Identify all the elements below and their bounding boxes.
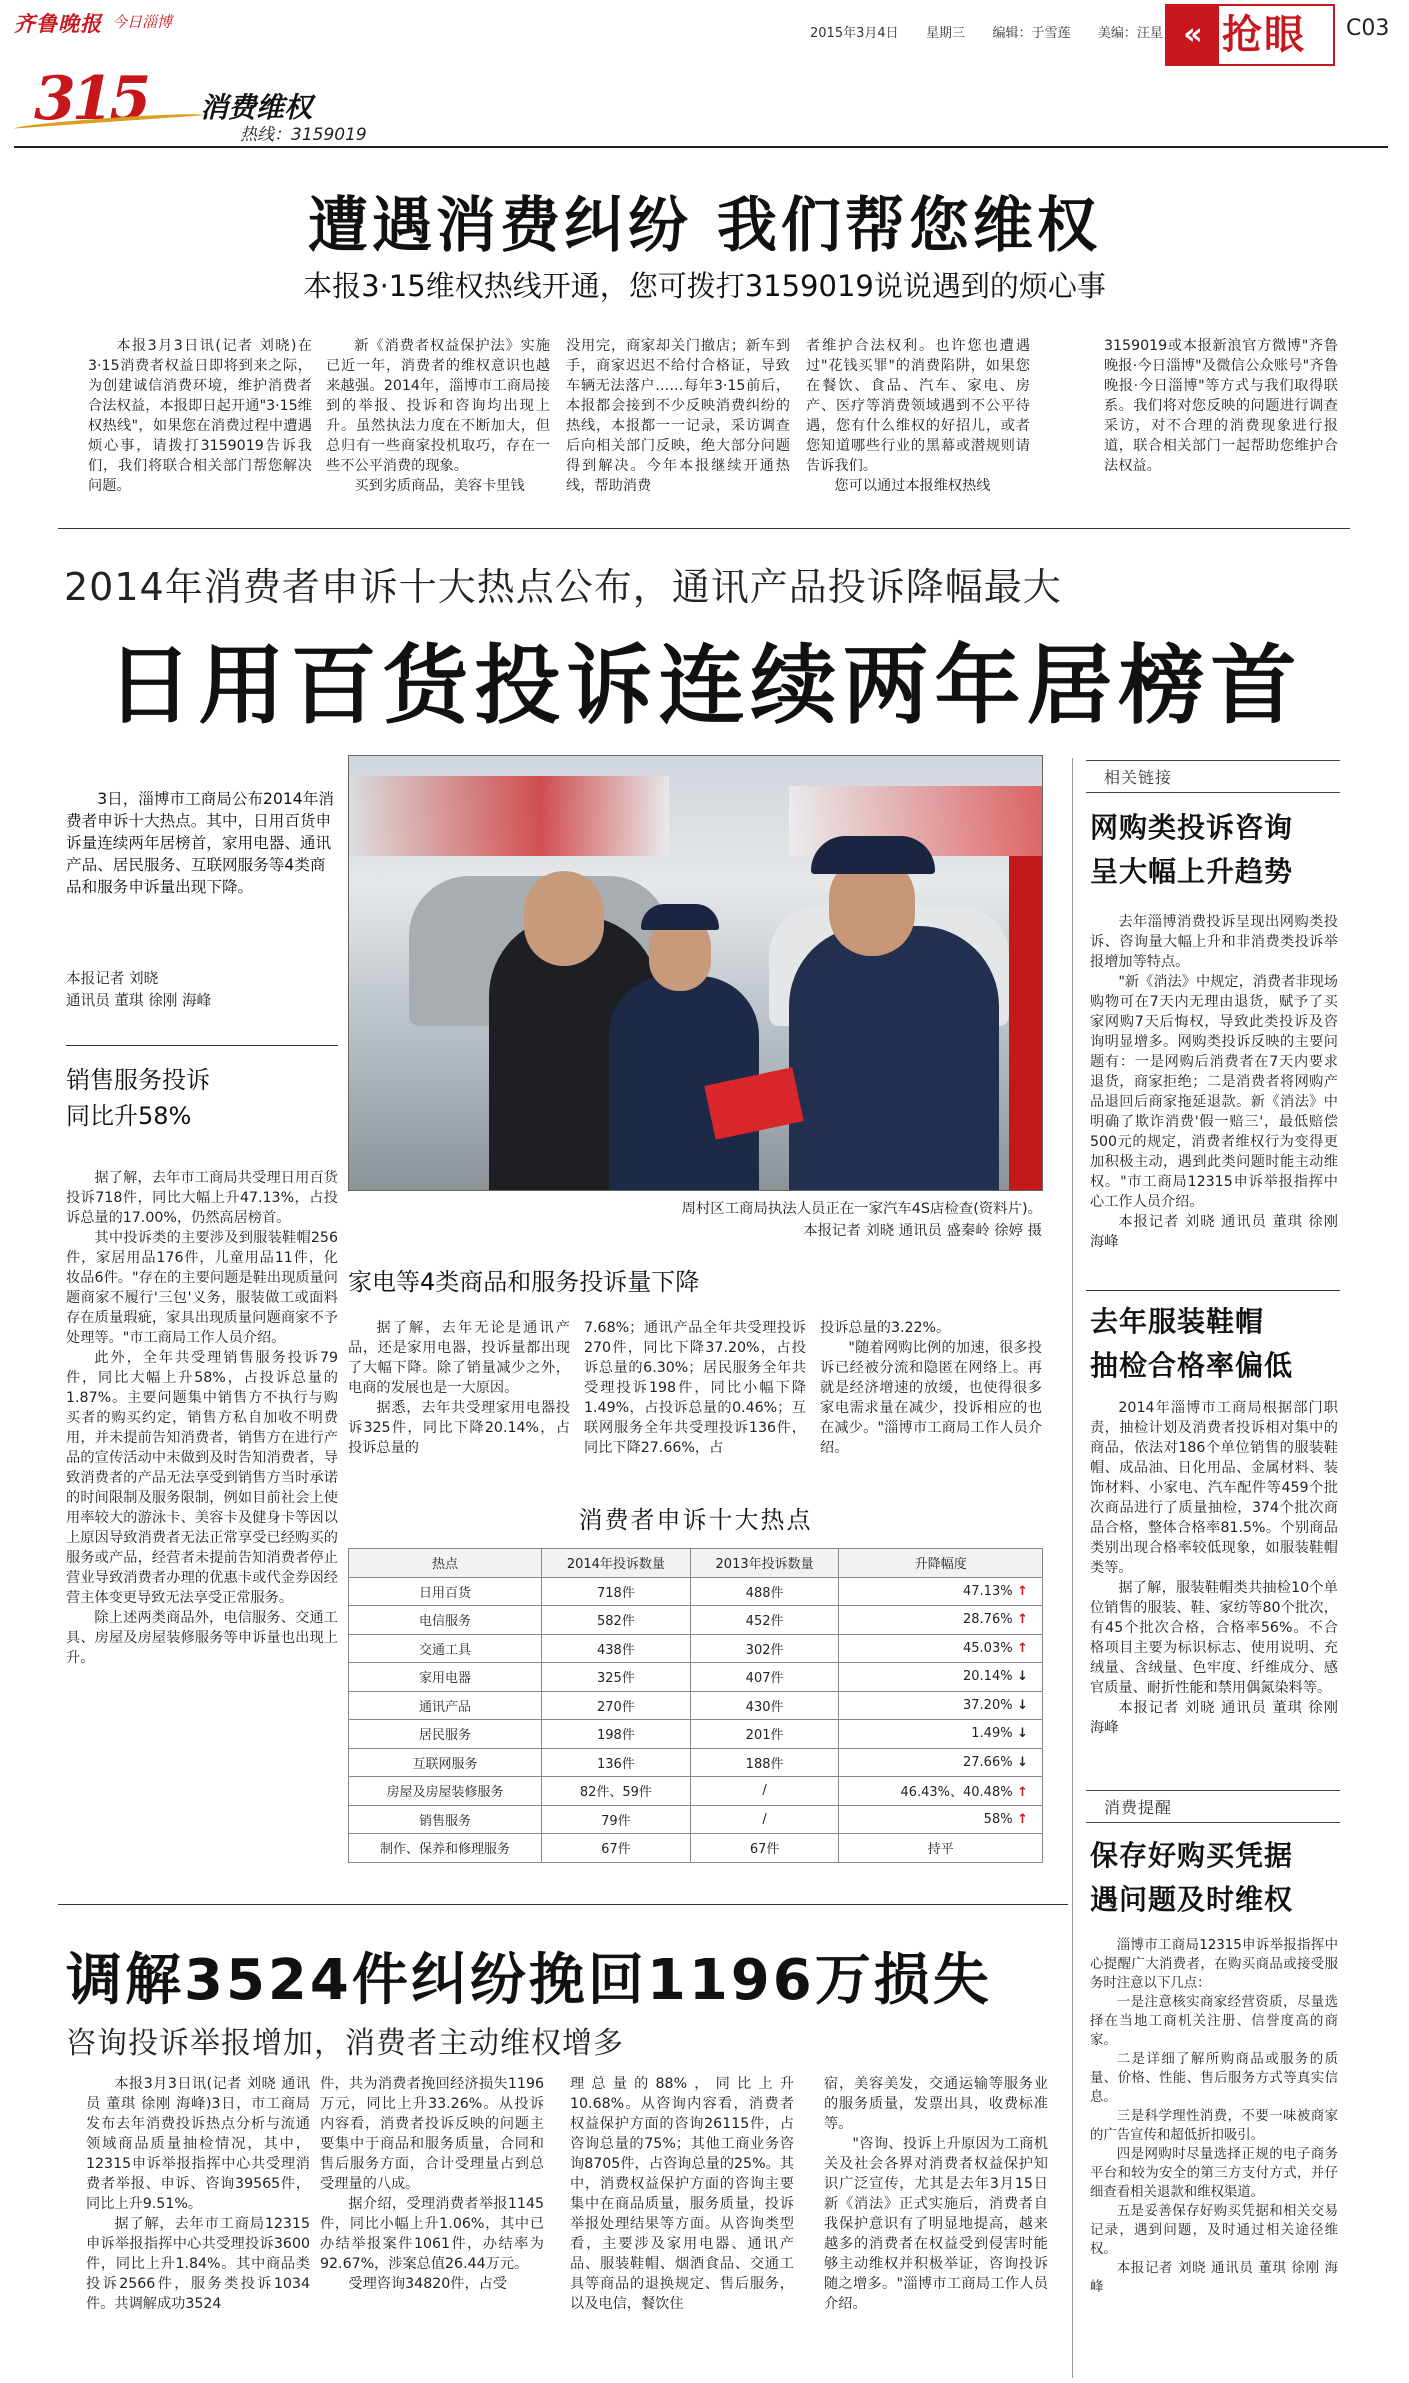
sidebar-label-related: 相关链接 [1104, 768, 1173, 787]
section2-column-2 [584, 1318, 806, 1458]
arrow-down-icon: ↓ [1012, 1726, 1028, 1742]
section2-column-3 [820, 1318, 1042, 1458]
photo-officer-male [789, 926, 999, 1191]
paragraph: 据悉，去年共受理家用电器投诉325件，同比下降20.14%，占投诉总量的 [348, 1400, 570, 1456]
table-header-row [349, 1549, 1043, 1578]
photo-caption [630, 1198, 1042, 1242]
paragraph: 买到劣质商品，美容卡里钱 [354, 478, 525, 494]
paragraph: 据介绍，受理消费者举报1145件，同比小幅上升1.06%，其中已办结举报案件1061件，办结率为92.67%，涉案总值26.44万元。 [320, 2196, 544, 2272]
story1-column-5 [1104, 336, 1338, 476]
paragraph: 本报3月3日讯(记者 刘晓 通讯员 董琪 徐刚 海峰)3日，市工商局发布去年消费投诉热点分析与流通领域商品质量抽检情况，其中，12315申诉举报指挥中心共受理消费者举报、申诉、咨询39565件，同比上升9.51%。 [86, 2076, 310, 2212]
byline-correspondents: 通讯员 董琪 徐刚 海峰 [66, 992, 212, 1009]
change-value: 45.03% [963, 1640, 1013, 1656]
sidebar-item3-body [1090, 1936, 1338, 2297]
paragraph: 据了解，服装鞋帽类共抽检10个单位销售的服装、鞋、家纺等80个批次，有45个批次合格，合格率56%。不合格项目主要为标识标志、使用说明、充绒量、含绒量、色牢度、纤维成分、感官质量、耐折性能和禁用偶氮染料等。 [1090, 1580, 1338, 1696]
table-cell: 制作、保养和修理服务 [349, 1834, 542, 1863]
paragraph: 据了解，去年无论是通讯产品，还是家用电器，投诉量都出现了大幅下降。除了销量减少之外，电商的发展也是一大原因。 [348, 1320, 570, 1396]
section1-title-line1: 销售服务投诉 [66, 1066, 210, 1094]
paragraph: 没用完，商家却关门撤店；新车到手，商家迟迟不给付合格证，导致车辆无法落户……每年3·15前后，本报都会接到不少反映消费纠纷的热线，本报都一一记录，采访调查后向相关部门反映，绝大部分问题得到解决。今年本报继续开通热线，帮助消费 [566, 338, 790, 494]
photo-person-head [524, 871, 604, 966]
story3-column-3 [570, 2074, 794, 2314]
table-cell: 198件 [542, 1720, 691, 1749]
paragraph: 其中投诉类的主要涉及到服装鞋帽256件，家居用品176件，儿童用品11件，化妆品6件。"存在的主要问题是鞋出现质量问题商家不履行'三包'义务，服装做工或面料存在质量瑕疵，家具出现质量问题商家不予处理等。"市工商局工作人员介绍。 [66, 1230, 338, 1346]
story1-column-3 [566, 336, 790, 496]
story3-column-2 [320, 2074, 544, 2294]
sidebar-title-line: 呈大幅上升趋势 [1090, 855, 1294, 888]
story1-column-1 [88, 336, 312, 496]
table-cell: 718件 [542, 1577, 691, 1606]
section2-title: 家电等4类商品和服务投诉量下降 [348, 1268, 700, 1296]
section-kicker: 抢眼 [1222, 12, 1306, 58]
paragraph: "咨询、投诉上升原因为工商机关及社会各界对消费者权益保护知识广泛宣传，尤其是去年3月15日新《消法》正式实施后，消费者自我保护意识有了明显地提高，越来越多的消费者在权益受到侵害时能够主动维权并积极举证，咨询投诉随之增多。"淄博市工商局工作人员介绍。 [824, 2136, 1048, 2312]
story2-lead [66, 788, 338, 898]
paragraph: 2014年淄博市工商局根据部门职责，抽检计划及消费者投诉相对集中的商品，依法对186个单位销售的服装鞋帽、成品油、日化用品、金属材料、装饰材料、小家电、汽车配件等459个批次商品进行了质量抽检，374个批次商品合格，整体合格率81.5%。个别商品类别出现合格率较低现象，如服装鞋帽类等。 [1090, 1400, 1338, 1576]
table-row [349, 1577, 1043, 1606]
table-cell: 407件 [690, 1663, 839, 1692]
table-row [349, 1805, 1043, 1834]
column-header: 2014年投诉数量 [542, 1549, 691, 1578]
column-header: 升降幅度 [839, 1549, 1043, 1578]
paragraph: 据了解，去年市工商局12315申诉举报指挥中心共受理投诉3600件，同比上升1.84%。其中商品类投诉2566件，服务类投诉1034件。共调解成功3524 [86, 2216, 310, 2312]
change-value: 28.76% [963, 1612, 1013, 1628]
paragraph: 投诉总量的3.22%。 [820, 1320, 951, 1336]
table-cell: 430件 [690, 1691, 839, 1720]
paragraph: 据了解，去年市工商局共受理日用百货投诉718件，同比大幅上升47.13%，占投诉总量的17.00%，仍然高居榜首。 [66, 1170, 338, 1226]
change-value: 46.43%、40.48% [900, 1785, 1013, 1801]
paragraph: 7.68%；通讯产品全年共受理投诉270件，同比下降37.20%，占投诉总量的6.30%；居民服务全年共受理投诉198件，同比小幅下降1.49%，占投诉总量的0.46%；互联网服务全年共受理投诉136件，同比下降27.66%，占 [584, 1320, 806, 1456]
news-photo [348, 755, 1043, 1191]
story1-subhead: 本报3·15维权热线开通，您可拨打3159019说说遇到的烦心事 [303, 269, 1106, 303]
sidebar-title-line: 网购类投诉咨询 [1090, 811, 1294, 844]
arrow-down-icon: ↓ [1012, 1669, 1028, 1685]
story1-column-2 [326, 336, 550, 496]
paragraph: 二是详细了解所购商品或服务的质量、价格、性能、售后服务方式等真实信息。 [1090, 2052, 1338, 2105]
byline-reporter: 本报记者 刘晓 [66, 970, 159, 987]
sidebar-label-box [1086, 1790, 1340, 1823]
table-cell: 325件 [542, 1663, 691, 1692]
photo-red-pillar [1009, 856, 1043, 1191]
story1-headline: 遭遇消费纠纷 我们帮您维权 [308, 191, 1101, 261]
arrow-up-icon: ↑ [1012, 1612, 1028, 1628]
table-cell: 67件 [542, 1834, 691, 1863]
table-cell: 家用电器 [349, 1663, 542, 1692]
sidebar-item1-title [1090, 806, 1340, 894]
byline: 本报记者 刘晓 通讯员 董琪 徐刚 海峰 [1090, 2261, 1338, 2295]
table-row [349, 1748, 1043, 1777]
table-cell: 销售服务 [349, 1805, 542, 1834]
sidebar-title-line: 抽检合格率偏低 [1090, 1349, 1294, 1382]
byline: 本报记者 刘晓 通讯员 董琪 徐刚 海峰 [1090, 1700, 1338, 1736]
photo-banner-left [349, 776, 669, 856]
table-cell: 582件 [542, 1606, 691, 1635]
table-cell [839, 1720, 1043, 1749]
table-cell [839, 1606, 1043, 1635]
paragraph: 此外，全年共受理销售服务投诉79件，同比大幅上升58%，占投诉总量的1.87%。主要问题集中销售方不执行与购买者的购买约定，销售方私自加收不明费用，并未提前告知消费者，销售方在进行产品的宣传活动中未做到及时告知消费者，导致消费者的产品无法享受到销售方当时承诺的时间限制及服务限制，例如目前社会上使用率较大的游泳卡、美容卡及健身卡等因以上原因导致消费者无法正常享受已经购买的服务或产品，经营者未提前告知消费者停止营业导致消费者办理的优惠卡或代金券因经营主体变更导致无法享受正常服务。 [66, 1350, 338, 1606]
column-divider [66, 1045, 338, 1046]
double-chevron-icon: « [1167, 6, 1219, 64]
story3-headline: 调解3524件纠纷挽回1196万损失 [66, 1948, 992, 2013]
paragraph: 五是妥善保存好购买凭据和相关交易记录，遇到问题，及时通过相关途径维权。 [1090, 2204, 1338, 2257]
table-cell: 452件 [690, 1606, 839, 1635]
table-cell: / [690, 1777, 839, 1806]
table-cell: 302件 [690, 1634, 839, 1663]
story3-column-4 [824, 2074, 1048, 2314]
table-cell: 居民服务 [349, 1720, 542, 1749]
table-row [349, 1834, 1043, 1863]
column-title: 消费维权 [200, 91, 313, 124]
table-cell: 188件 [690, 1748, 839, 1777]
table-cell: 房屋及房屋装修服务 [349, 1777, 542, 1806]
paragraph: 三是科学理性消费，不要一味被商家的广告宣传和超低折扣吸引。 [1090, 2109, 1338, 2143]
paragraph: 除上述两类商品外，电信服务、交通工具、房屋及房屋装修服务等申诉量也出现上升。 [66, 1610, 338, 1666]
table-cell [839, 1577, 1043, 1606]
section-divider [58, 1904, 1068, 1905]
complaints-table [348, 1548, 1043, 1863]
table-cell: / [690, 1805, 839, 1834]
sidebar-item-divider [1086, 1290, 1340, 1291]
arrow-up-icon: ↑ [1012, 1583, 1028, 1599]
arrow-up-icon: ↑ [1012, 1811, 1028, 1827]
arrow-up-icon: ↑ [1012, 1785, 1028, 1801]
story1-column-4 [806, 336, 1030, 496]
table-title: 消费者申诉十大热点 [578, 1506, 813, 1534]
column-header: 2013年投诉数量 [690, 1549, 839, 1578]
section1-body [66, 1168, 338, 1668]
table-cell [839, 1748, 1043, 1777]
logo-315: 315 [34, 64, 148, 134]
story2-byline [66, 968, 338, 1012]
hotline-number: 热线：3159019 [240, 125, 367, 145]
paragraph: 受理咨询34820件，占受 [348, 2276, 508, 2292]
page-number: C03 [1346, 16, 1390, 41]
table-cell: 交通工具 [349, 1634, 542, 1663]
table-row [349, 1720, 1043, 1749]
byline: 本报记者 刘晓 通讯员 董琪 徐刚 海峰 [1090, 1214, 1338, 1250]
issue-weekday: 星期三 [926, 26, 966, 41]
sidebar-item1-body [1090, 912, 1338, 1252]
paragraph: 本报3月3日讯(记者 刘晓)在3·15消费者权益日即将到来之际，为创建诚信消费环境，维护消费者合法权益，本报即日起开通"3·15维权热线"，如果您在消费过程中遭遇烦心事，请拨打3159019告诉我们，我们将联合相关部门帮您解决问题。 [88, 338, 312, 494]
change-value: 27.66% [963, 1754, 1013, 1770]
sidebar-divider [1072, 758, 1073, 2378]
paper-name: 齐鲁晚报 [14, 11, 102, 36]
paragraph: 理总量的88%，同比上升10.68%。从咨询内容看，消费者权益保护方面的咨询26115件，占咨询总量的75%；其他工商业务咨询8705件，占咨询总量的25%。其中，消费权益保护方面的咨询主要集中在商品质量，服务质量，投诉举报处理结果等方面。从咨询类型看，主要涉及家用电器、通讯产品、服装鞋帽、烟酒食品、交通工具等商品的退换规定、售后服务，以及电信，餐饮住 [570, 2076, 794, 2312]
section1-title [66, 1062, 338, 1134]
sidebar-label-reminder: 消费提醒 [1104, 1798, 1173, 1817]
lead-paragraph: 3日，淄博市工商局公布2014年消费者申诉十大热点。其中，日用百货申诉量连续两年居榜首，家用电器、通讯产品、居民服务、互联网服务等4类商品和服务申诉量出现下降。 [66, 790, 334, 896]
story2-subhead: 2014年消费者申诉十大热点公布，通讯产品投诉降幅最大 [64, 565, 1062, 609]
paragraph: 您可以通过本报维权热线 [834, 478, 991, 494]
photo-uniform-cap [811, 836, 935, 874]
section2-column-1 [348, 1318, 570, 1458]
table-cell [839, 1777, 1043, 1806]
sidebar-title-line: 去年服装鞋帽 [1090, 1305, 1265, 1338]
table-cell: 互联网服务 [349, 1748, 542, 1777]
change-value: 持平 [927, 1842, 954, 1858]
paragraph: "随着网购比例的加速，很多投诉已经被分流和隐匿在网络上。再就是经济增速的放缓，也使得很多家电需求量在减少，投诉相应的也在减少。"淄博市工商局工作人员介绍。 [820, 1340, 1042, 1456]
table-cell: 79件 [542, 1805, 691, 1834]
issue-date: 2015年3月4日 [810, 26, 899, 41]
table-cell [839, 1663, 1043, 1692]
paper-edition: 今日淄博 [112, 13, 173, 31]
date-line [810, 22, 1163, 41]
table-cell: 136件 [542, 1748, 691, 1777]
table-cell [839, 1691, 1043, 1720]
table-row [349, 1777, 1043, 1806]
story3-column-1 [86, 2074, 310, 2314]
sidebar-item2-body [1090, 1398, 1338, 1738]
sidebar-item3-title [1090, 1834, 1340, 1922]
story3-subhead: 咨询投诉举报增加，消费者主动维权增多 [66, 2026, 624, 2061]
sidebar-item2-title [1090, 1300, 1340, 1388]
photo-caption-text: 周村区工商局执法人员正在一家汽车4S店检查(资料片)。 [681, 1201, 1042, 1217]
arrow-up-icon: ↑ [1012, 1640, 1028, 1656]
story2-headline: 日用百货投诉连续两年居榜首 [106, 636, 1303, 736]
table-row [349, 1606, 1043, 1635]
table-row [349, 1663, 1043, 1692]
change-value: 37.20% [963, 1697, 1013, 1713]
table-cell: 67件 [690, 1834, 839, 1863]
table-cell: 电信服务 [349, 1606, 542, 1635]
table-cell: 82件、59件 [542, 1777, 691, 1806]
arrow-down-icon: ↓ [1012, 1754, 1028, 1770]
table-cell [839, 1805, 1043, 1834]
paragraph: 淄博市工商局12315申诉举报指挥中心提醒广大消费者，在购买商品或接受服务时注意以下几点： [1090, 1938, 1338, 1991]
table-cell: 201件 [690, 1720, 839, 1749]
column-header: 热点 [349, 1549, 542, 1578]
sidebar-label-box [1086, 760, 1340, 793]
table-cell: 通讯产品 [349, 1691, 542, 1720]
paragraph: 四是网购时尽量选择正规的电子商务平台和较为安全的第三方支付方式，并仔细查看相关退款和维权渠道。 [1090, 2147, 1338, 2200]
paragraph: 去年淄博消费投诉呈现出网购类投诉、咨询量大幅上升和非消费类投诉举报增加等特点。 [1090, 914, 1338, 970]
sidebar-title-line: 保存好购买凭据 [1090, 1839, 1294, 1872]
paragraph: 者维护合法权利。也许您也遭遇过"花钱买罪"的消费陷阱，如果您在餐饮、食品、汽车、家电、房产、医疗等消费领域遇到不公平待遇，您有什么维权的好招儿，或者您知道哪些行业的黑幕或潜规则请告诉我们。 [806, 338, 1030, 474]
editor-credit: 编辑：于雪莲 [992, 26, 1071, 41]
change-value: 47.13% [963, 1583, 1013, 1599]
paragraph: 宿，美容美发，交通运输等服务业的服务质量，发票出具，收费标准等。 [824, 2076, 1048, 2132]
photo-uniform-cap [641, 904, 719, 930]
masthead-divider [14, 146, 1388, 148]
masthead [0, 0, 1409, 150]
paragraph: 3159019或本报新浪官方微博"齐鲁晚报·今日淄博"及微信公众账号"齐鲁晚报·今日淄博"等方式与我们取得联系。我们将对您反映的问题进行调查采访，对不合理的消费现象进行报道，联合相关部门一起帮助您维护合法权益。 [1104, 338, 1338, 474]
table-cell: 438件 [542, 1634, 691, 1663]
table-cell: 日用百货 [349, 1577, 542, 1606]
sidebar-title-line: 遇问题及时维权 [1090, 1883, 1294, 1916]
paragraph: "新《消法》中规定，消费者非现场购物可在7天内无理由退货，赋予了买家网购7天后悔权，导致此类投诉及咨询明显增多。网购类投诉反映的主要问题有：一是网购后消费者在7天内要求退货，商家拒绝；二是消费者将网购产品退回后商家拖延退款。新《消法》中明确了欺诈消费'假一赔三'，最低赔偿500元的规定，消费者维权行为变得更加积极主动，遇到此类问题时能主动维权。"市工商局12315申诉举报指挥中心工作人员介绍。 [1090, 974, 1338, 1210]
change-value: 20.14% [963, 1669, 1013, 1685]
paragraph: 一是注意核实商家经营资质，尽量选择在当地工商机关注册、信誉度高的商家。 [1090, 1995, 1338, 2048]
section-divider [58, 528, 1350, 529]
change-value: 1.49% [971, 1726, 1013, 1742]
photo-credit: 本报记者 刘晓 通讯员 盛秦岭 徐婷 摄 [803, 1223, 1042, 1239]
table-row [349, 1634, 1043, 1663]
table-cell [839, 1834, 1043, 1863]
change-value: 58% [983, 1811, 1013, 1827]
table-cell: 488件 [690, 1577, 839, 1606]
section1-title-line2: 同比升58% [66, 1102, 192, 1130]
arrow-down-icon: ↓ [1012, 1697, 1028, 1713]
table-cell [839, 1634, 1043, 1663]
designer-credit: 美编：汪星 [1097, 26, 1163, 41]
paragraph: 件，共为消费者挽回经济损失1196万元，同比上升33.26%。从投诉内容看，消费者投诉反映的问题主要集中于商品和服务质量，合同和售后服务方面，合计受理量占到总受理量的八成。 [320, 2076, 544, 2192]
table-cell: 270件 [542, 1691, 691, 1720]
table-row [349, 1691, 1043, 1720]
paragraph: 新《消费者权益保护法》实施已近一年，消费者的维权意识也越来越强。2014年，淄博市工商局接到的举报、投诉和咨询均出现上升。虽然执法力度在不断加大，但总归有一些商家投机取巧，存在一些不公平消费的现象。 [326, 338, 550, 474]
